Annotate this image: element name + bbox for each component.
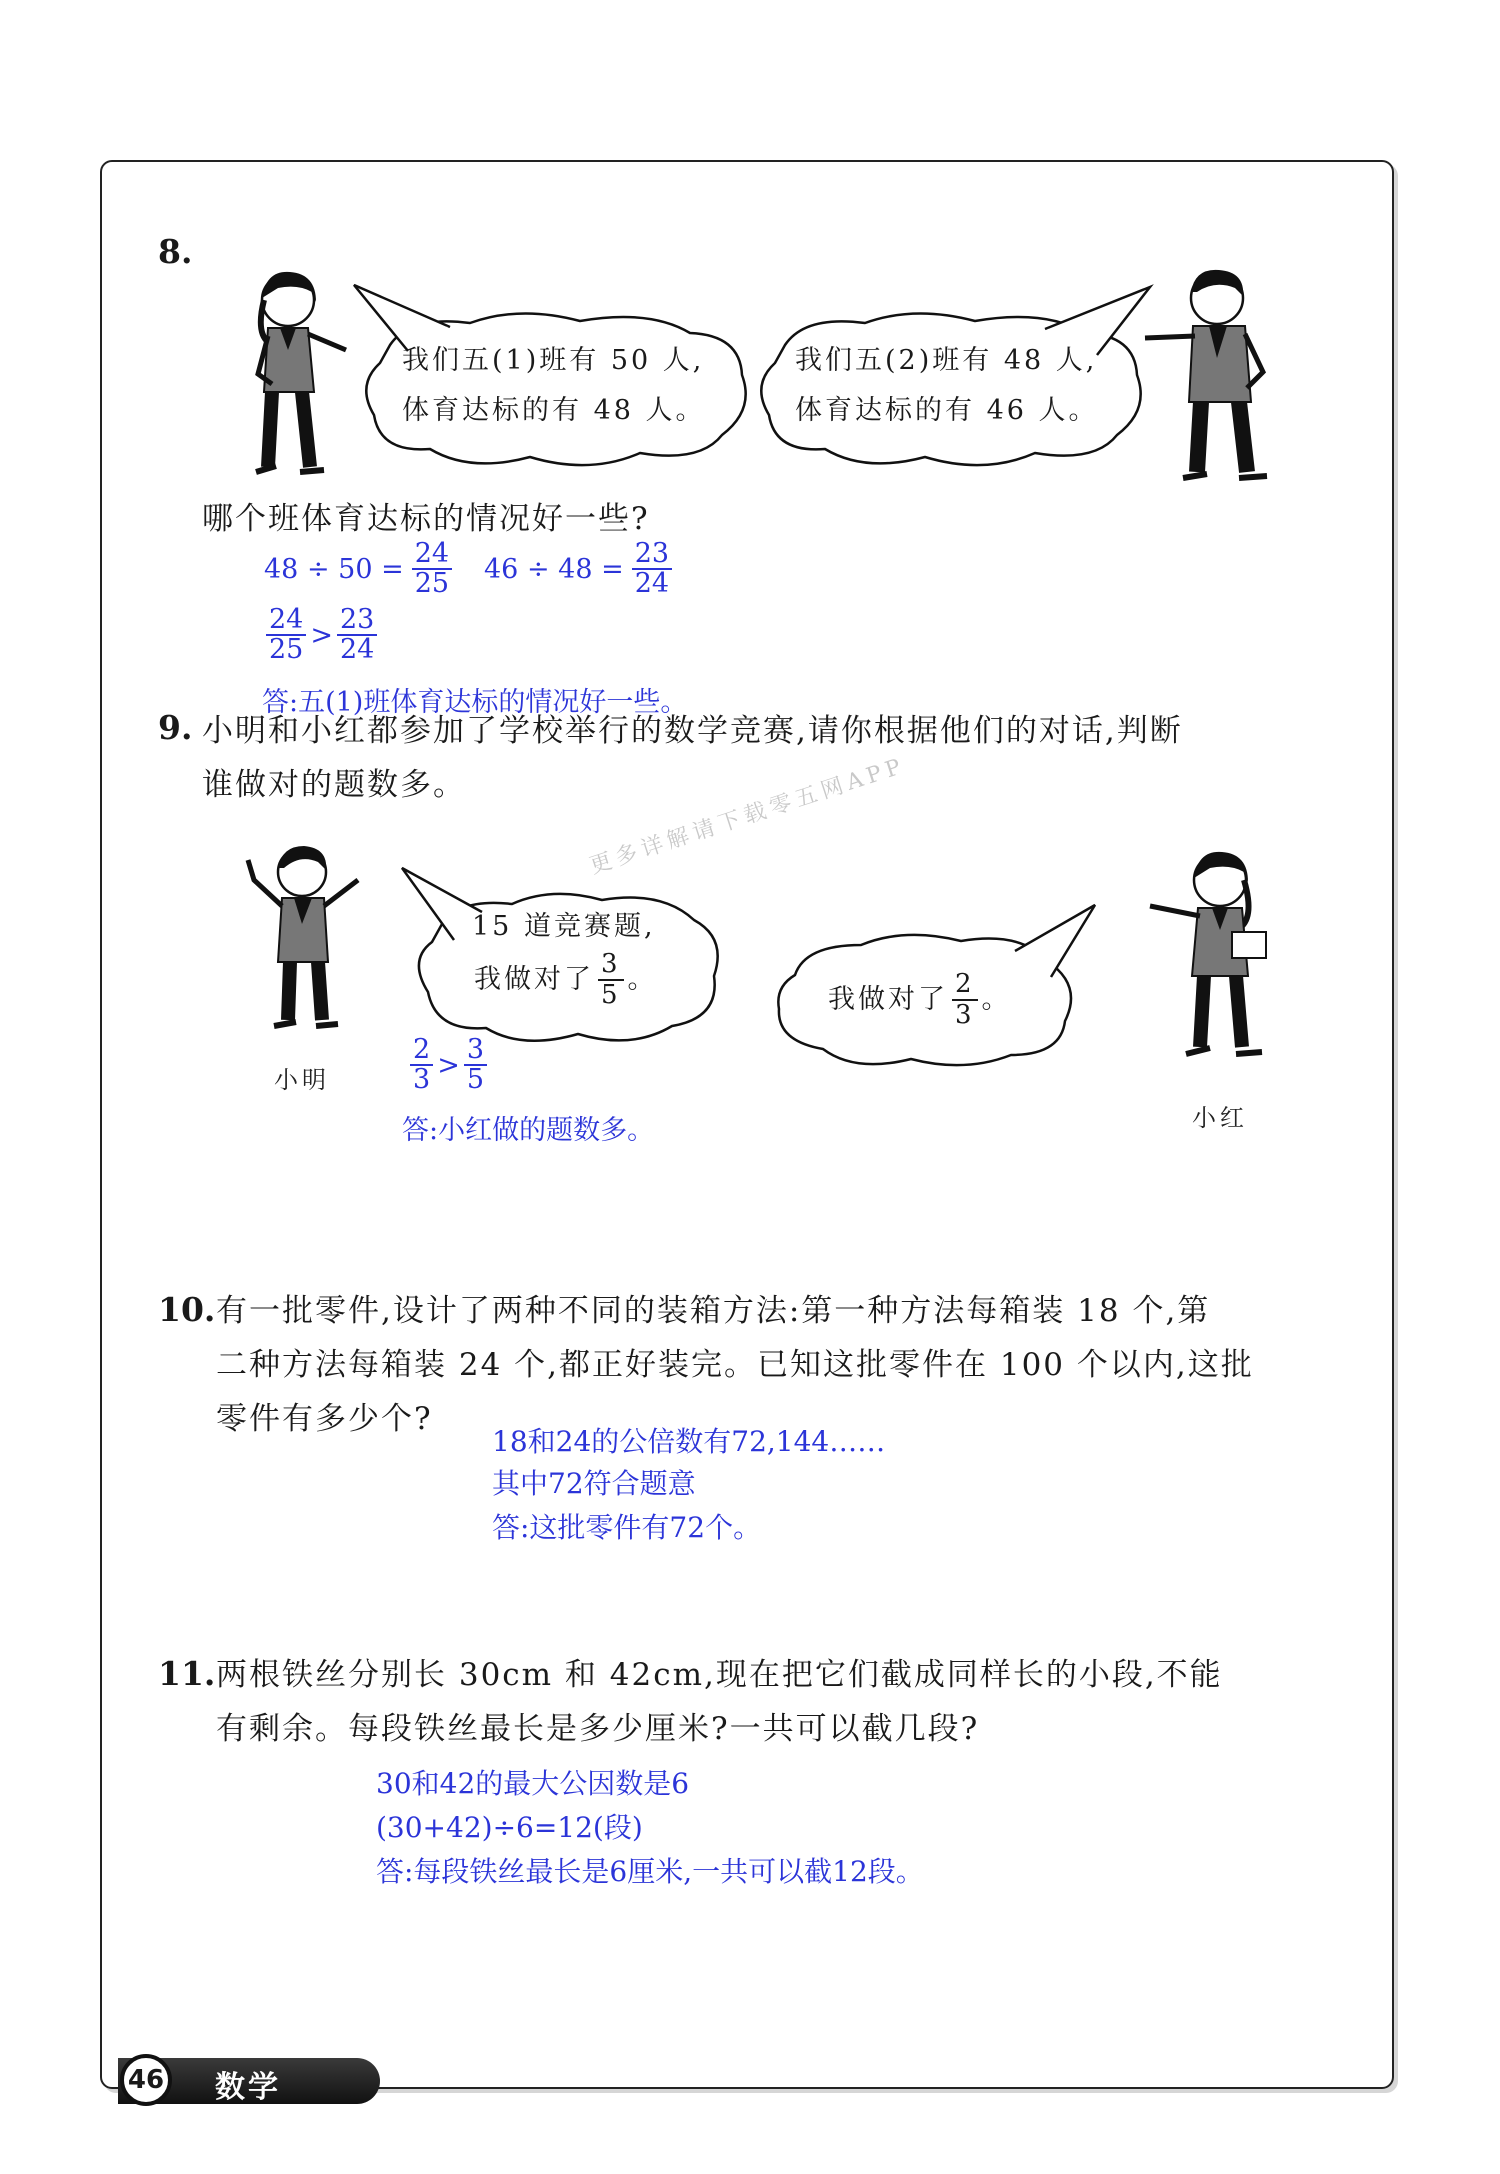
q8-compare-a-den: 25 bbox=[269, 634, 304, 666]
bubble-xiaohong-period: 。 bbox=[981, 983, 1012, 1015]
q11-text-line2: 有剩余。每段铁丝最长是多少厘米?一共可以截几段? bbox=[216, 1711, 980, 1747]
q11-answer-line1: 30和42的最大公因数是6 bbox=[376, 1767, 690, 1800]
q9-compare-b bbox=[464, 1036, 487, 1095]
bubble-xiaohong-text: 我做对了 bbox=[828, 983, 948, 1015]
q9-compare-a-num: 2 bbox=[410, 1036, 433, 1066]
q8-number: 8. bbox=[158, 232, 193, 271]
bubble-xiaoming-line2 bbox=[474, 950, 658, 1009]
boy-illustration bbox=[1135, 262, 1275, 492]
q8-calc1-den: 25 bbox=[414, 568, 450, 600]
q10-text-line1: 有一批零件,设计了两种不同的装箱方法:第一种方法每箱装 18 个,第 bbox=[216, 1293, 1211, 1329]
q8-calc1 bbox=[264, 540, 452, 599]
q8-answer: 答:五(1)班体育达标的情况好一些。 bbox=[262, 687, 688, 718]
q11-answer-line2: (30+42)÷6=12(段) bbox=[376, 1811, 643, 1844]
bubble-xiaohong-frac-num: 2 bbox=[952, 970, 978, 1001]
q8-calc2-fraction bbox=[632, 540, 672, 599]
q8-calc1-num: 24 bbox=[412, 540, 452, 570]
label-xiaoming: 小明 bbox=[274, 1066, 330, 1094]
q8-calc2-expr: 46 ÷ 48 = bbox=[484, 553, 624, 585]
bubble-xiaohong-line bbox=[828, 970, 1012, 1029]
q9-answer: 答:小红做的题数多。 bbox=[402, 1115, 655, 1146]
q9-text-line1: 小明和小红都参加了学校举行的数学竞赛,请你根据他们的对话,判断 bbox=[202, 713, 1183, 749]
q11-answer-line3: 答:每段铁丝最长是6厘米,一共可以截12段。 bbox=[376, 1855, 924, 1888]
bubble-right-line2: 体育达标的有 46 人。 bbox=[795, 395, 1099, 426]
q8-calc1-expr: 48 ÷ 50 = bbox=[264, 553, 404, 585]
q10-answer-line3: 答:这批零件有72个。 bbox=[492, 1511, 762, 1544]
subject-label: 数学 bbox=[215, 2070, 281, 2105]
bubble-left-line1: 我们五(1)班有 50 人, bbox=[402, 345, 705, 376]
q8-compare-b-num: 23 bbox=[337, 606, 377, 636]
watermark: 更多详解请下载零五网APP bbox=[586, 753, 909, 880]
bubble-left-line2: 体育达标的有 48 人。 bbox=[402, 395, 706, 426]
q8-compare-b bbox=[337, 606, 377, 665]
q10-number: 10. bbox=[158, 1290, 216, 1329]
q9-compare-a bbox=[410, 1036, 433, 1095]
bubble-xiaoming-text: 我做对了 bbox=[474, 963, 594, 995]
q11-number: 11. bbox=[158, 1654, 216, 1693]
girl-illustration bbox=[228, 262, 358, 487]
q8-calc2-den: 24 bbox=[634, 568, 670, 600]
bubble-xiaohong-frac-den: 3 bbox=[955, 999, 975, 1030]
q11-text-line1: 两根铁丝分别长 30cm 和 42cm,现在把它们截成同样长的小段,不能 bbox=[216, 1657, 1223, 1693]
label-xiaohong: 小红 bbox=[1192, 1104, 1248, 1132]
bubble-xiaoming-frac-den: 5 bbox=[601, 979, 621, 1010]
bubble-xiaoming-period: 。 bbox=[627, 963, 658, 995]
q9-compare bbox=[410, 1036, 487, 1095]
q10-text-line2: 二种方法每箱装 24 个,都正好装完。已知这批零件在 100 个以内,这批 bbox=[216, 1347, 1254, 1383]
xiaoming-illustration bbox=[240, 840, 380, 1040]
q9-compare-sign: > bbox=[437, 1049, 460, 1081]
q8-calc2-num: 23 bbox=[632, 540, 672, 570]
q8-calc2 bbox=[484, 540, 672, 599]
bubble-xiaoming-fraction bbox=[598, 950, 624, 1009]
q8-compare bbox=[266, 606, 377, 665]
q9-compare-b-num: 3 bbox=[464, 1036, 487, 1066]
bubble-right-line1: 我们五(2)班有 48 人, bbox=[795, 345, 1098, 376]
q8-compare-a bbox=[266, 606, 306, 665]
q9-compare-a-den: 3 bbox=[413, 1064, 431, 1096]
q10-answer-line1: 18和24的公倍数有72,144…… bbox=[492, 1425, 886, 1458]
bubble-xiaoming-line1: 15 道竞赛题, bbox=[472, 911, 656, 942]
page-number: 46 bbox=[120, 2054, 172, 2106]
q9-number: 9. bbox=[158, 708, 193, 747]
q9-compare-b-den: 5 bbox=[466, 1064, 484, 1096]
q8-compare-sign: > bbox=[310, 619, 333, 651]
q8-compare-a-num: 24 bbox=[266, 606, 306, 636]
q8-compare-b-den: 24 bbox=[339, 634, 375, 666]
bubble-xiaohong-fraction bbox=[952, 970, 978, 1029]
q10-text-line3: 零件有多少个? bbox=[216, 1401, 433, 1437]
q8-calc1-fraction bbox=[412, 540, 452, 599]
q10-answer-line2: 其中72符合题意 bbox=[492, 1467, 696, 1500]
bubble-xiaoming-frac-num: 3 bbox=[598, 950, 624, 981]
q8-question: 哪个班体育达标的情况好一些? bbox=[202, 501, 650, 537]
xiaohong-illustration bbox=[1140, 842, 1280, 1067]
q9-text-line2: 谁做对的题数多。 bbox=[202, 767, 466, 803]
